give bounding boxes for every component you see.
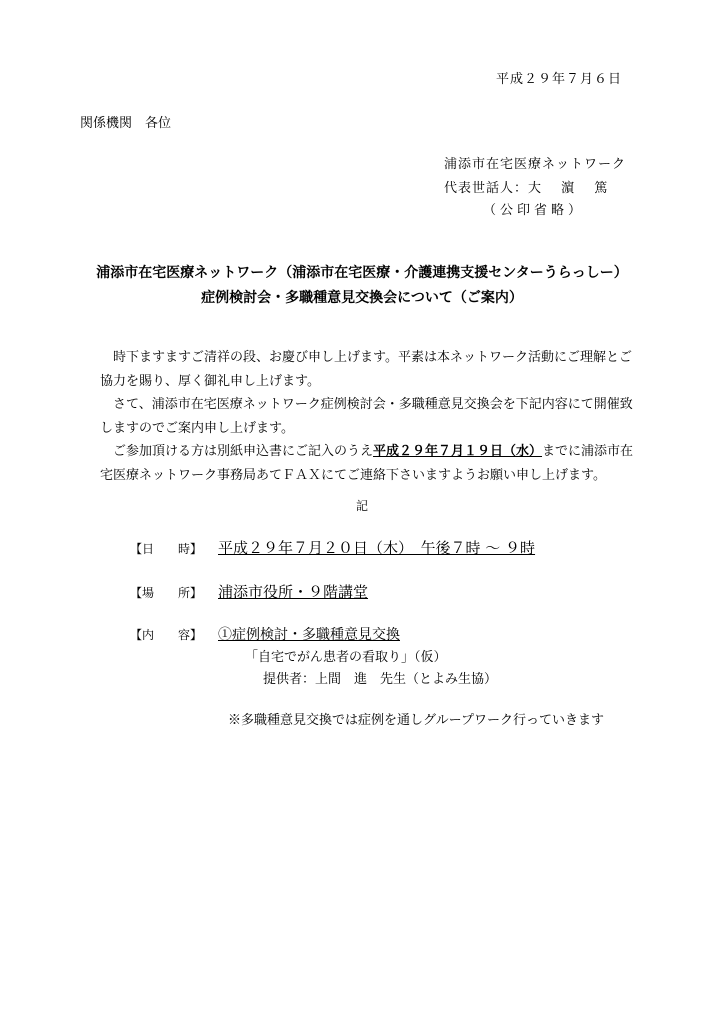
- seal-omitted-note: （公印省略）: [483, 203, 586, 218]
- document-title-line1: 浦添市在宅医療ネットワーク（浦添市在宅医療・介護連携支援センターうらっしー）: [96, 265, 628, 281]
- ki-heading: 記: [356, 499, 369, 513]
- addressee: 関係機関 各位: [80, 116, 172, 131]
- sender-organization: 浦添市在宅医療ネットワーク: [444, 157, 627, 172]
- detail-row-datetime: [130, 537, 535, 558]
- datetime-label: 【日 時】: [130, 542, 203, 556]
- datetime-value: 平成２９年７月２０日（木） 午後７時 ～ ９時: [218, 539, 536, 557]
- sender-representative: 代表世話人：大 濵 篤: [444, 181, 609, 196]
- content-label: 【内 容】: [130, 628, 203, 642]
- place-label: 【場 所】: [130, 586, 203, 600]
- case-presenter: 提供者：上間 進 先生（とよみ生協）: [263, 672, 498, 687]
- document-date: 平成２９年７月６日: [495, 72, 622, 87]
- content-value: ①症例検討・多職種意見交換: [218, 627, 400, 643]
- document-title-line2: 症例検討会・多職種意見交換会について（ご案内）: [201, 290, 523, 306]
- case-title: 「自宅でがん患者の看取り」（仮）: [245, 650, 447, 665]
- registration-paragraph: [100, 440, 640, 487]
- greeting-paragraph: 時下ますますご清祥の段、お慶び申し上げます。平素は本ネットワーク活動にご理解とご協力を賜り、厚く御礼申し上げます。: [100, 350, 632, 389]
- registration-text-before: ご参加頂ける方は別紙申込書にご記入のうえ: [113, 444, 374, 459]
- group-work-note: ※多職種意見交換では症例を通しグループワーク行っていきます: [228, 713, 604, 728]
- registration-deadline: 平成２９年７月１９日（水）: [373, 444, 543, 459]
- announcement-paragraph: さて、浦添市在宅医療ネットワーク症例検討会・多職種意見交換会を下記内容にて開催致しますのでご案内申し上げます。: [100, 397, 633, 436]
- body-text: [100, 346, 640, 487]
- registration-text-after: までに浦添市在宅医療ネットワーク事務局あてＦＡＸにてご連絡下さいますようお願い申し上げます。: [100, 444, 634, 483]
- detail-row-place: [130, 581, 368, 602]
- detail-row-content: [130, 624, 400, 644]
- place-value: 浦添市役所・９階講堂: [218, 583, 369, 601]
